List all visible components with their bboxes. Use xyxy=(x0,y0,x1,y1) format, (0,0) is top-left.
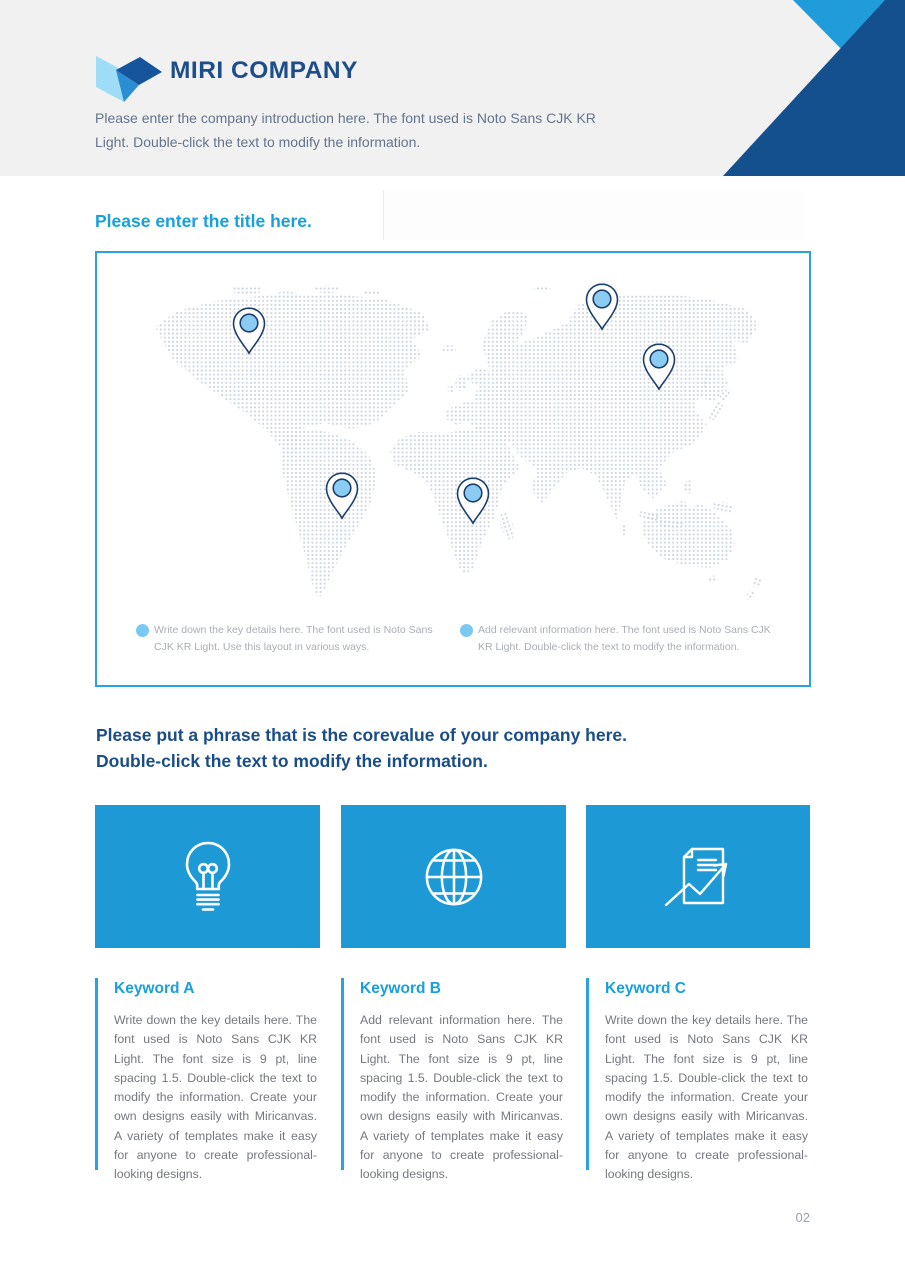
company-name[interactable]: MIRI COMPANY xyxy=(170,57,358,84)
page-number: 02 xyxy=(795,1210,810,1225)
header xyxy=(0,0,905,176)
keyword-body[interactable]: Write down the key details here. The font used is Noto Sans CJK KR Light. The font size is 9 pt, line spacing 1.5. Double-click the text to modify the information. Create your own designs easily with Miricanvas. A variety of templates make it easy for anyone to create professional-looking designs. xyxy=(605,1013,808,1182)
value-card-b xyxy=(341,805,566,948)
corner-accent-icon xyxy=(715,0,905,176)
empty-text-box xyxy=(383,190,804,240)
bullet-icon xyxy=(460,624,473,637)
value-card-c xyxy=(586,805,810,948)
map-panel xyxy=(95,251,811,687)
keyword-section-c xyxy=(586,978,810,1182)
keyword-section-a xyxy=(95,978,320,1182)
keyword-body[interactable]: Add relevant information here. The font used is Noto Sans CJK KR Light. The font size is 9 pt, line spacing 1.5. Double-click the text to modify the information. Create your own designs easily with Miricanvas. A variety of templates make it easy for anyone to create professional-looking designs. xyxy=(360,1013,563,1182)
keyword-title[interactable]: Keyword B xyxy=(360,980,441,997)
company-logo-icon xyxy=(93,51,165,105)
company-intro[interactable]: Please enter the company introduction here. The font used is Noto Sans CJK KR Light. Double-click the text to modify the information. xyxy=(95,110,596,150)
keyword-title[interactable]: Keyword A xyxy=(114,980,195,997)
location-pin xyxy=(325,472,359,520)
keyword-section-b xyxy=(341,978,566,1182)
bullet-icon xyxy=(136,624,149,637)
location-pin xyxy=(585,283,619,331)
globe-icon xyxy=(423,846,485,908)
location-pin xyxy=(232,307,266,355)
location-pin xyxy=(642,343,676,391)
map-caption-left[interactable]: Write down the key details here. The font used is Noto Sans CJK KR Light. Use this layout in various ways. xyxy=(154,624,433,653)
lightbulb-icon xyxy=(181,841,235,913)
core-value-heading[interactable] xyxy=(96,723,816,774)
keyword-body[interactable]: Write down the key details here. The font used is Noto Sans CJK KR Light. The font size is 9 pt, line spacing 1.5. Double-click the text to modify the information. Create your own designs easily with Miricanvas. A variety of templates make it easy for anyone to create professional-looking designs. xyxy=(114,1013,317,1182)
core-value-line-2: Double-click the text to modify the information. xyxy=(96,750,488,771)
value-card-a xyxy=(95,805,320,948)
location-pin xyxy=(456,477,490,525)
keyword-title[interactable]: Keyword C xyxy=(605,980,686,997)
report-growth-icon xyxy=(662,846,734,908)
map-caption-right[interactable]: Add relevant information here. The font used is Noto Sans CJK KR Light. Double-click the text to modify the information. xyxy=(478,624,771,653)
map-section-title[interactable]: Please enter the title here. xyxy=(95,211,312,231)
core-value-line-1: Please put a phrase that is the corevalue of your company here. xyxy=(96,725,628,745)
